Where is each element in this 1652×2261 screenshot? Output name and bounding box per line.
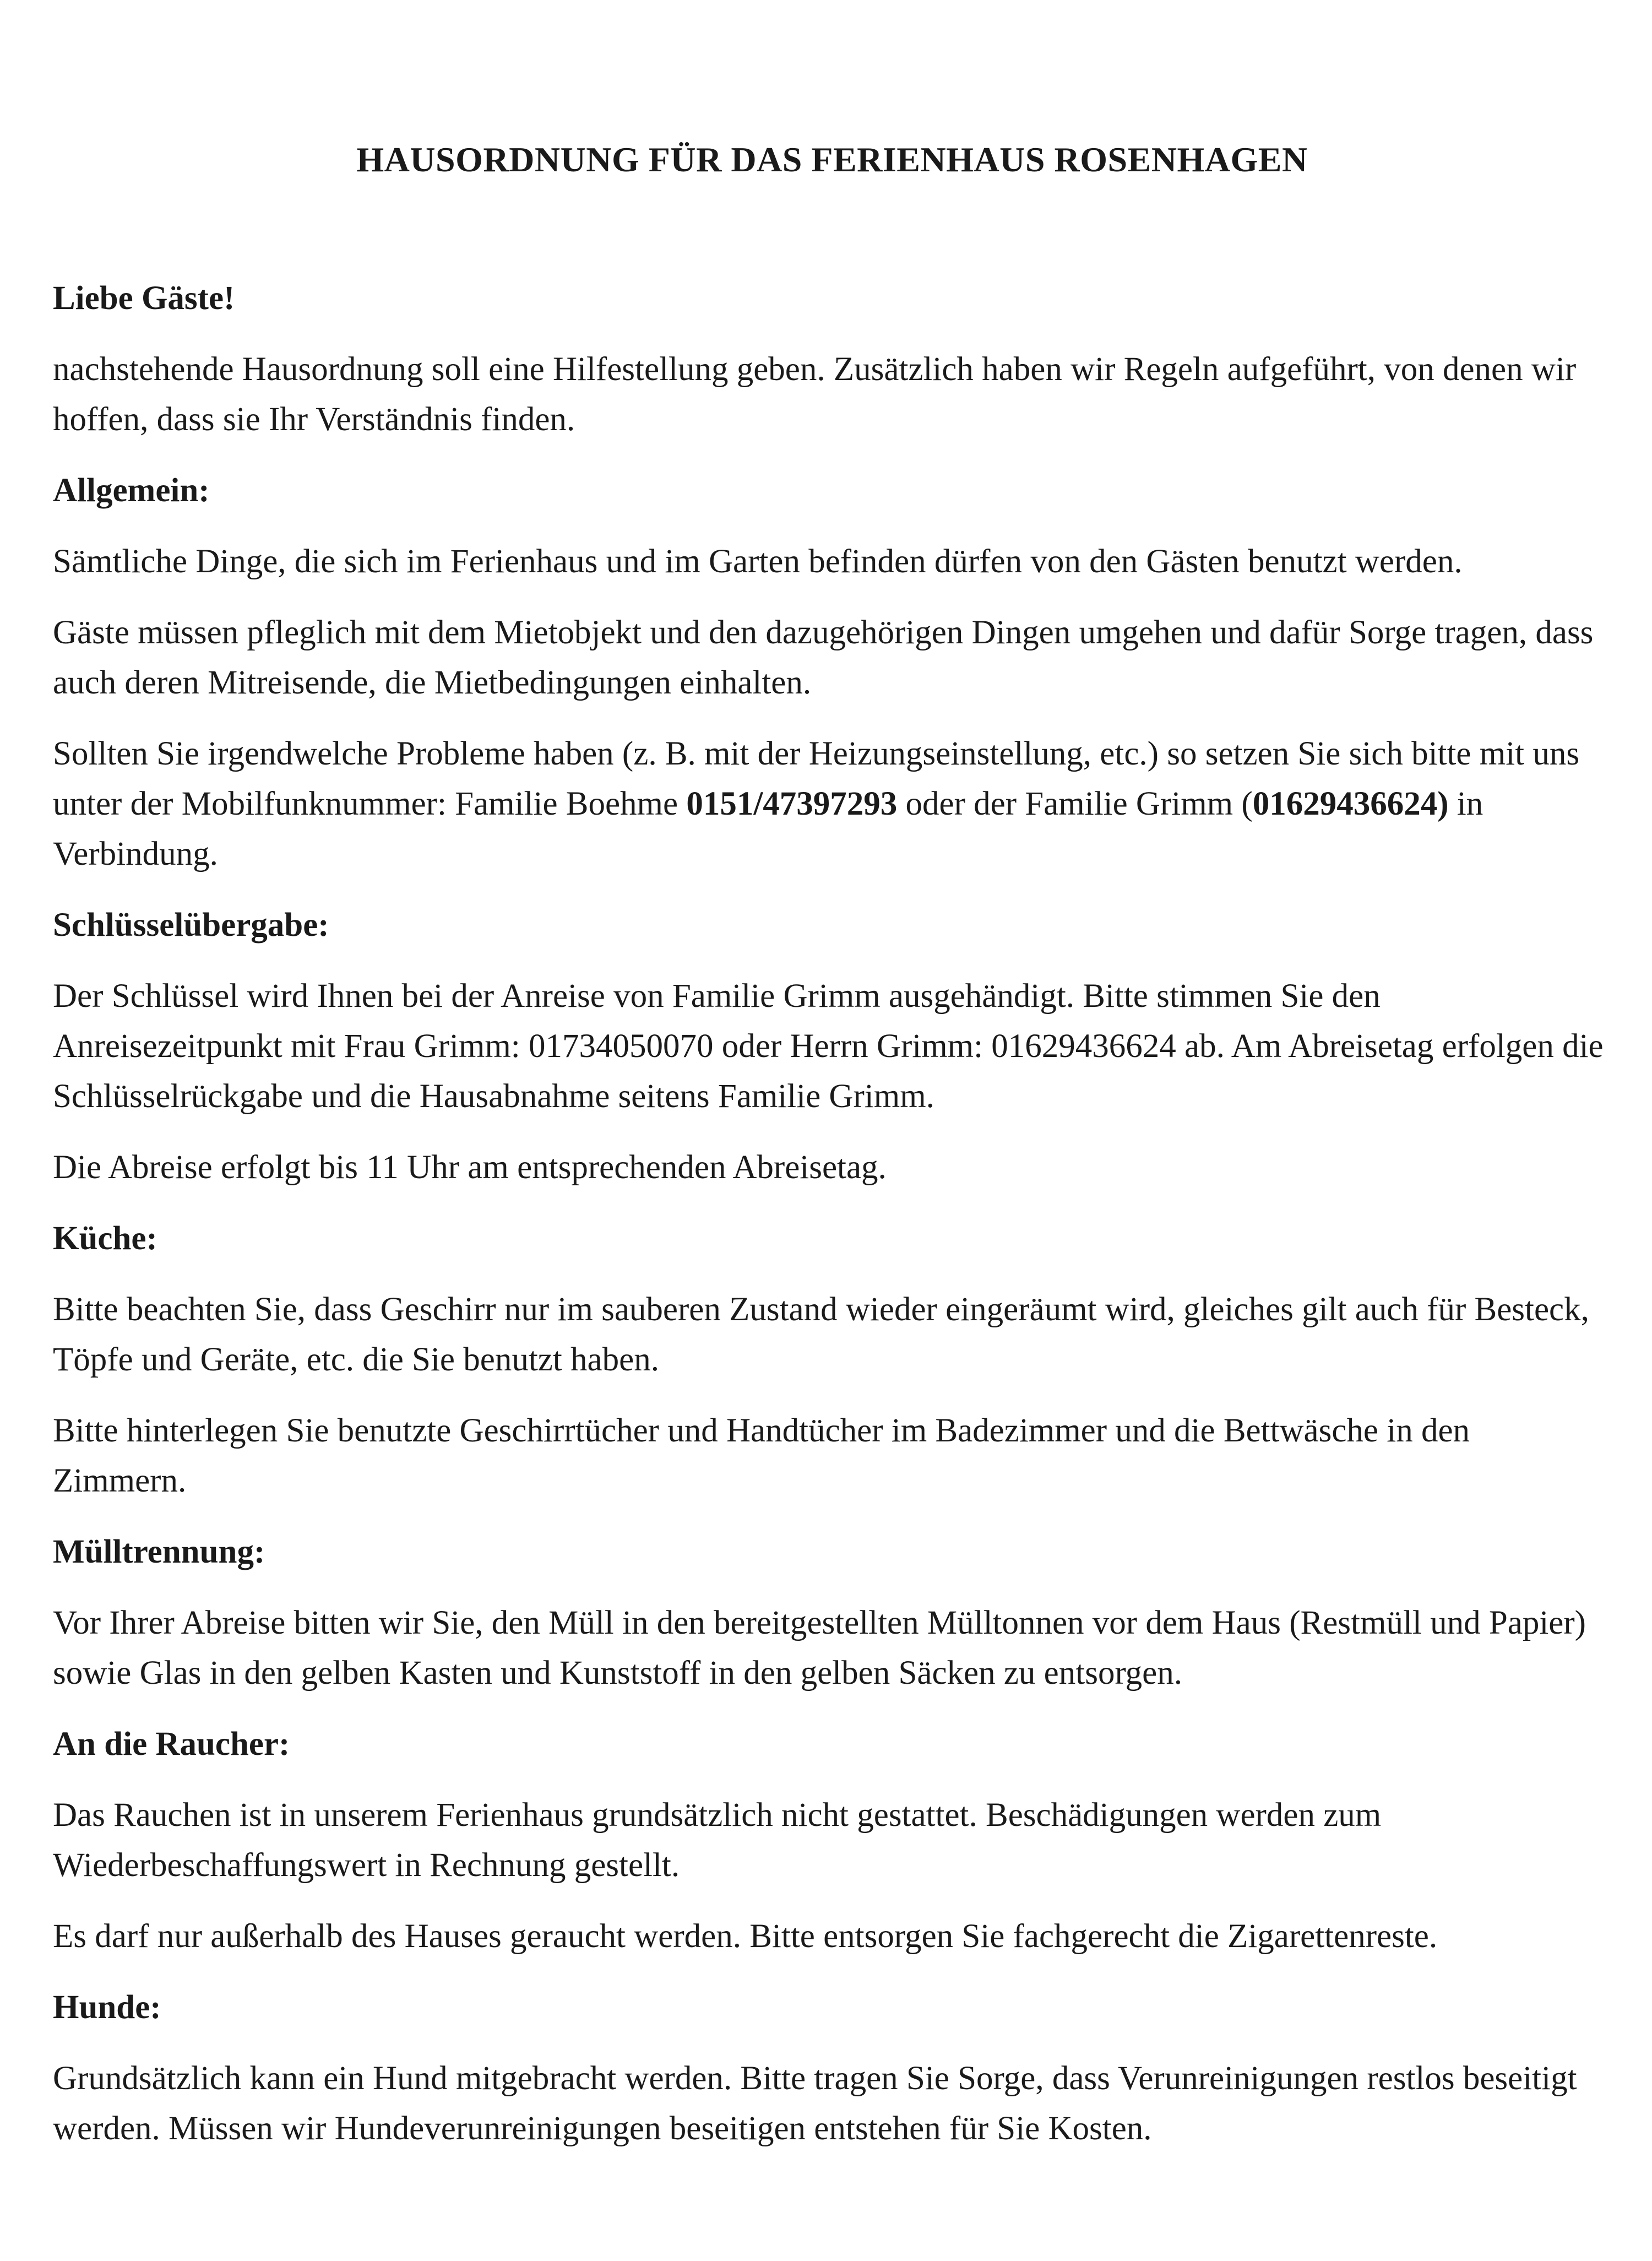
salutation: Liebe Gäste! [53, 280, 235, 317]
phone-grimm: 01629436624) [1252, 785, 1449, 822]
raucher-paragraph-1: Das Rauchen ist in unserem Ferienhaus grundsätzlich nicht gestattet. Beschädigungen werden zum Wiederbeschaffungswert in Rechnung gestellt. [53, 1797, 1382, 1884]
contact-text-1: Sollten Sie irgendwelche Probleme haben (z. B. mit der Heizungseinstellung, etc.) so setzen Sie sich bitte mit uns unter der Mobilfunknummer: Familie Boehme [53, 735, 1580, 822]
schluessel-paragraph-2: Die Abreise erfolgt bis 11 Uhr am entsprechenden Abreisetag. [53, 1149, 887, 1186]
heading-schluesseluebergabe: Schlüsselübergabe: [53, 907, 329, 944]
hunde-paragraph-1: Grundsätzlich kann ein Hund mitgebracht werden. Bitte tragen Sie Sorge, dass Verunreinigungen restlos beseitigt werden. Müssen wir Hundeverunreinigungen beseitigen entstehen für Sie Kosten. [53, 2060, 1577, 2147]
heading-hunde: Hunde: [53, 1989, 161, 2026]
schluessel-paragraph-1: Der Schlüssel wird Ihnen bei der Anreise von Familie Grimm ausgehändigt. Bitte stimmen Sie den Anreisezeitpunkt mit Frau Grimm: 01734050070 oder Herrn Grimm: 01629436624 ab. Am Abreisetag erfolgen die Schlüsselrückgabe und die Hausabnahme seitens Familie Grimm. [53, 978, 1604, 1115]
raucher-paragraph-2: Es darf nur außerhalb des Hauses geraucht werden. Bitte entsorgen Sie fachgerecht die Zigarettenreste. [53, 1918, 1438, 1955]
heading-kueche: Küche: [53, 1220, 157, 1257]
document-title: HAUSORDNUNG FÜR DAS FERIENHAUS ROSENHAGEN [356, 140, 1308, 179]
muell-paragraph-1: Vor Ihrer Abreise bitten wir Sie, den Müll in den bereitgestellten Mülltonnen vor dem Haus (Restmüll und Papier) sowie Glas in den gelben Kasten und Kunststoff in den gelben Säcken zu entsorgen. [53, 1604, 1586, 1691]
heading-raucher: An die Raucher: [53, 1726, 290, 1763]
allgemein-paragraph-1: Sämtliche Dinge, die sich im Ferienhaus und im Garten befinden dürfen von den Gästen benutzt werden. [53, 543, 1463, 580]
kueche-paragraph-2: Bitte hinterlegen Sie benutzte Geschirrtücher und Handtücher im Badezimmer und die Bettwäsche in den Zimmern. [53, 1412, 1470, 1499]
kueche-paragraph-1: Bitte beachten Sie, dass Geschirr nur im sauberen Zustand wieder eingeräumt wird, gleiches gilt auch für Besteck, Töpfe und Geräte, etc. die Sie benutzt haben. [53, 1291, 1589, 1378]
allgemein-paragraph-3 [53, 729, 1611, 879]
heading-muelltrennung: Mülltrennung: [53, 1533, 265, 1570]
allgemein-paragraph-2: Gäste müssen pfleglich mit dem Mietobjekt und den dazugehörigen Dingen umgehen und dafür Sorge tragen, dass auch deren Mitreisende, die Mietbedingungen einhalten. [53, 614, 1594, 701]
document-page [53, 0, 1611, 2154]
intro-paragraph: nachstehende Hausordnung soll eine Hilfestellung geben. Zusätzlich haben wir Regeln aufgeführt, von denen wir hoffen, dass sie Ihr Verständnis finden. [53, 351, 1577, 438]
contact-text-2: oder der Familie Grimm ( [897, 785, 1253, 822]
contact-text-3: in Verbindung. [53, 785, 1483, 872]
heading-allgemein: Allgemein: [53, 472, 210, 509]
phone-boehme: 0151/47397293 [686, 785, 898, 822]
